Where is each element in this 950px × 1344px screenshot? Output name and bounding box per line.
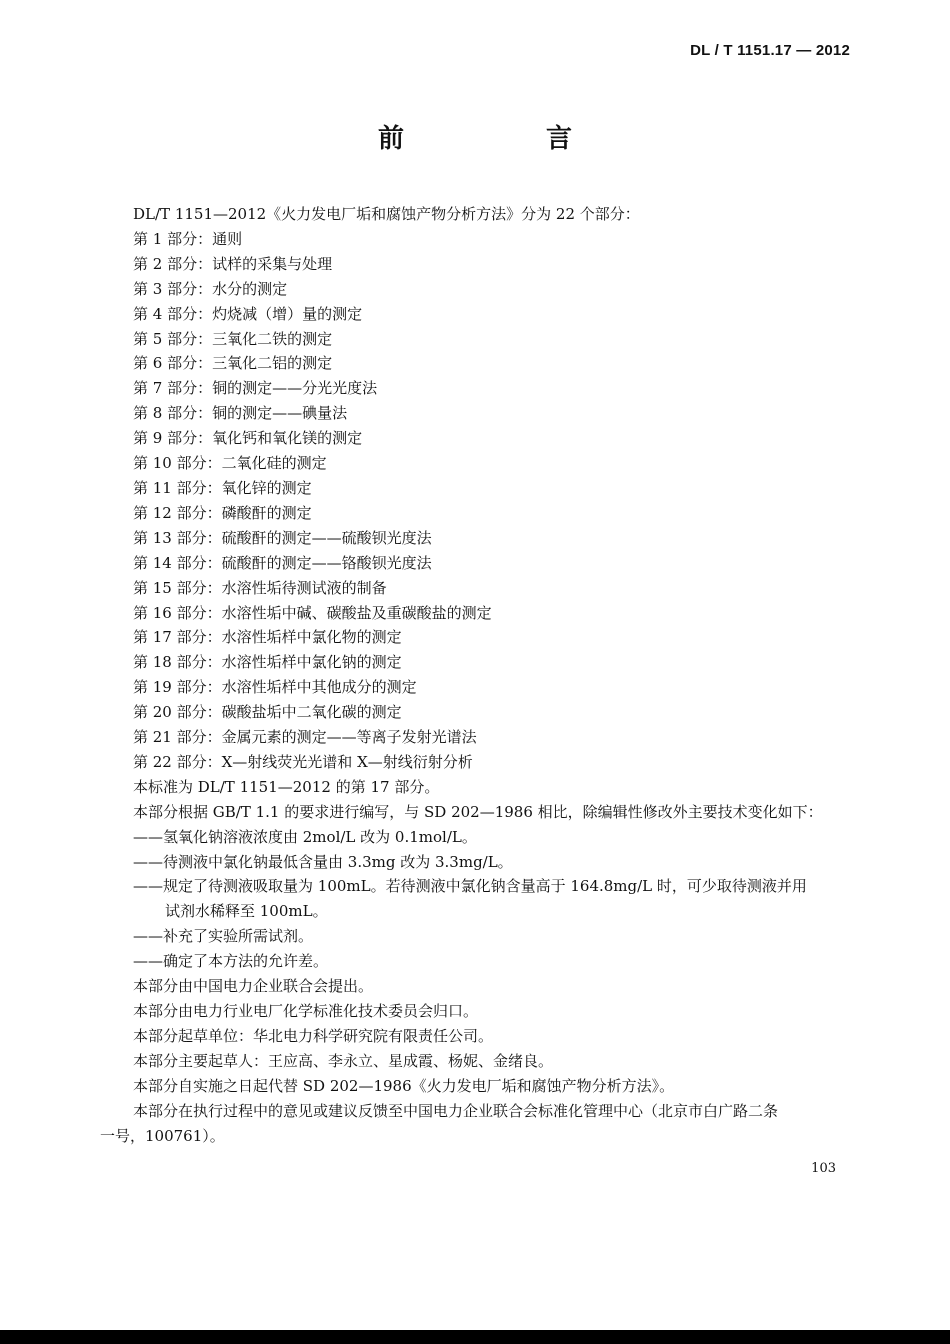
change-item: ——氢氧化钠溶液浓度由 2mol/L 改为 0.1mol/L。 [133, 827, 477, 846]
drafters: 本部分主要起草人：王应高、李永立、星成霞、杨妮、金绪良。 [133, 1051, 554, 1070]
part-item: 第 4 部分：灼烧减（增）量的测定 [133, 304, 363, 323]
changes-intro: 本部分根据 GB/T 1.1 的要求进行编写，与 SD 202—1986 相比，除编辑性修改外主要技术变化如下： [133, 802, 823, 821]
change-item: ——待测液中氯化钠最低含量由 3.3mg 改为 3.3mg/L。 [133, 852, 513, 871]
replaces-statement: 本部分自实施之日起代替 SD 202—1986《火力发电厂垢和腐蚀产物分析方法》。 [133, 1076, 675, 1095]
change-item: ——补充了实验所需试剂。 [133, 927, 314, 946]
part-item: 第 17 部分：水溶性垢样中氯化物的测定 [133, 628, 402, 647]
page-title: 前 言 [377, 124, 630, 154]
centralized-by: 本部分由电力行业电厂化学标准化技术委员会归口。 [133, 1002, 479, 1020]
this-part-statement: 本标准为 DL/T 1151—2012 的第 17 部分。 [133, 777, 440, 796]
part-item: 第 2 部分：试样的采集与处理 [133, 254, 333, 273]
standard-code-header: DL / T 1151.17 — 2012 [690, 42, 850, 59]
feedback-statement: 本部分在执行过程中的意见或建议反馈至中国电力企业联合会标准化管理中心（北京市白广路二条 [133, 1101, 779, 1120]
changes-list [133, 825, 853, 974]
part-item: 第 3 部分：水分的测定 [133, 279, 288, 298]
drafting-unit: 本部分起草单位：华北电力科学研究院有限责任公司。 [133, 1026, 494, 1045]
part-item: 第 8 部分：铜的测定——碘量法 [133, 404, 348, 423]
part-item: 第 16 部分：水溶性垢中碱、碳酸盐及重碳酸盐的测定 [133, 603, 492, 622]
change-item: ——规定了待测液吸取量为 100mL。若待测液中氯化钠含量高于 164.8mg/L 时，可少取待测液并用 [133, 877, 807, 896]
intro-line: DL/T 1151—2012《火力发电厂垢和腐蚀产物分析方法》分为 22 个部分： [133, 205, 640, 223]
part-item: 第 10 部分：二氧化硅的测定 [133, 454, 327, 473]
feedback-continuation: 一号，100761）。 [100, 1126, 225, 1145]
part-item: 第 7 部分：铜的测定——分光光度法 [133, 379, 378, 398]
page-number: 103 [811, 1161, 836, 1176]
part-item: 第 12 部分：磷酸酐的测定 [133, 503, 312, 522]
part-item: 第 20 部分：碳酸盐垢中二氧化碳的测定 [133, 703, 402, 722]
parts-list [133, 227, 853, 775]
part-item: 第 13 部分：硫酸酐的测定——硫酸钡光度法 [133, 528, 432, 547]
change-item-continuation: 试剂水稀释至 100mL。 [165, 902, 328, 921]
part-item: 第 18 部分：水溶性垢样中氯化钠的测定 [133, 653, 402, 672]
part-item: 第 15 部分：水溶性垢待测试液的制备 [133, 578, 387, 597]
part-item: 第 11 部分：氧化锌的测定 [133, 478, 312, 497]
part-item: 第 5 部分：三氧化二铁的测定 [133, 329, 333, 348]
part-item: 第 1 部分：通则 [133, 229, 243, 248]
part-item: 第 22 部分：X—射线荧光光谱和 X—射线衍射分析 [133, 752, 473, 771]
foreword-body [100, 202, 853, 1148]
part-item: 第 6 部分：三氧化二铝的测定 [133, 354, 333, 373]
bottom-edge-bar [0, 1330, 950, 1344]
change-item: ——确定了本方法的允许差。 [133, 952, 329, 971]
part-item: 第 9 部分：氧化钙和氧化镁的测定 [133, 429, 363, 448]
part-item: 第 14 部分：硫酸酐的测定——铬酸钡光度法 [133, 553, 432, 572]
proposed-by: 本部分由中国电力企业联合会提出。 [133, 977, 374, 996]
part-item: 第 19 部分：水溶性垢样中其他成分的测定 [133, 678, 417, 697]
part-item: 第 21 部分：金属元素的测定——等离子发射光谱法 [133, 728, 477, 747]
